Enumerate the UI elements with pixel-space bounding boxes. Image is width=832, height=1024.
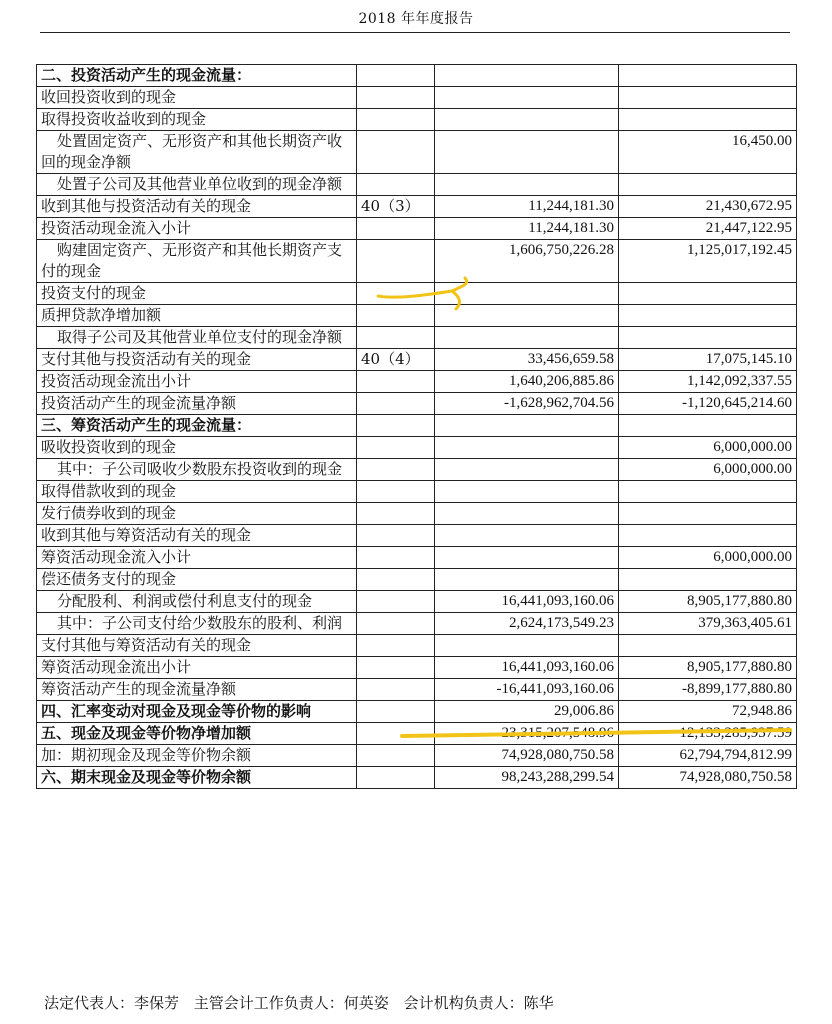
cash-flow-table-body: [37, 65, 797, 789]
table-row: [37, 349, 797, 371]
table-row: [37, 371, 797, 393]
table-row: [37, 525, 797, 547]
table-row: [37, 87, 797, 109]
row-current-period-amount: 11,244,181.30: [435, 218, 619, 240]
row-prior-period-amount: 12,133,285,937.59: [619, 723, 797, 745]
row-current-period-amount: 33,456,659.58: [435, 349, 619, 371]
row-current-period-amount: [435, 569, 619, 591]
table-row: [37, 109, 797, 131]
row-item-label: 加：期初现金及现金等价物余额: [37, 745, 357, 767]
row-item-label: 收到其他与筹资活动有关的现金: [37, 525, 357, 547]
row-prior-period-amount: 6,000,000.00: [619, 459, 797, 481]
row-current-period-amount: 11,244,181.30: [435, 196, 619, 218]
row-current-period-amount: 74,928,080,750.58: [435, 745, 619, 767]
table-row: [37, 415, 797, 437]
row-note: [357, 481, 435, 503]
row-note: [357, 131, 435, 174]
row-item-label: 筹资活动现金流入小计: [37, 547, 357, 569]
row-item-label: 其中：子公司吸收少数股东投资收到的现金: [37, 459, 357, 481]
row-note: [357, 459, 435, 481]
row-item-label: 取得投资收益收到的现金: [37, 109, 357, 131]
row-item-label: 筹资活动产生的现金流量净额: [37, 679, 357, 701]
row-current-period-amount: [435, 437, 619, 459]
row-current-period-amount: 2,624,173,549.23: [435, 613, 619, 635]
row-note: [357, 547, 435, 569]
table-row: [37, 679, 797, 701]
row-item-label: 取得子公司及其他营业单位支付的现金净额: [37, 327, 357, 349]
row-note: [357, 745, 435, 767]
table-row: [37, 327, 797, 349]
table-row: [37, 481, 797, 503]
row-prior-period-amount: -8,899,177,880.80: [619, 679, 797, 701]
report-header: 2018 年年度报告: [358, 11, 474, 27]
row-current-period-amount: [435, 327, 619, 349]
row-current-period-amount: 98,243,288,299.54: [435, 767, 619, 789]
table-row: [37, 723, 797, 745]
table-row: [37, 767, 797, 789]
table-row: [37, 569, 797, 591]
table-row: [37, 591, 797, 613]
cash-flow-table: [36, 64, 797, 789]
row-note: [357, 218, 435, 240]
row-prior-period-amount: 1,125,017,192.45: [619, 240, 797, 283]
row-item-label: 四、汇率变动对现金及现金等价物的影响: [37, 701, 357, 723]
row-prior-period-amount: 62,794,794,812.99: [619, 745, 797, 767]
row-current-period-amount: [435, 525, 619, 547]
row-note: [357, 503, 435, 525]
table-row: [37, 240, 797, 283]
row-note: [357, 437, 435, 459]
table-row: [37, 503, 797, 525]
row-item-label: 投资活动产生的现金流量净额: [37, 393, 357, 415]
row-current-period-amount: [435, 65, 619, 87]
row-current-period-amount: [435, 87, 619, 109]
table-row: [37, 393, 797, 415]
row-current-period-amount: [435, 283, 619, 305]
row-item-label: 分配股利、利润或偿付利息支付的现金: [37, 591, 357, 613]
table-row: [37, 437, 797, 459]
row-note: [357, 525, 435, 547]
row-prior-period-amount: [619, 109, 797, 131]
signature-footer: [44, 992, 564, 1013]
header-rule: [40, 32, 790, 33]
row-item-label: 处置固定资产、无形资产和其他长期资产收回的现金净额: [37, 131, 357, 174]
row-prior-period-amount: 21,447,122.95: [619, 218, 797, 240]
row-item-label: 支付其他与筹资活动有关的现金: [37, 635, 357, 657]
row-prior-period-amount: [619, 327, 797, 349]
row-current-period-amount: [435, 131, 619, 174]
row-note: [357, 569, 435, 591]
legal-representative: 法定代表人：李保芳: [44, 994, 180, 1012]
row-current-period-amount: [435, 109, 619, 131]
row-prior-period-amount: 6,000,000.00: [619, 547, 797, 569]
row-current-period-amount: [435, 415, 619, 437]
accounting-org-head: 会计机构负责人：陈华: [403, 994, 554, 1012]
table-row: [37, 305, 797, 327]
row-prior-period-amount: [619, 305, 797, 327]
row-note: [357, 767, 435, 789]
row-current-period-amount: [435, 174, 619, 196]
row-note: [357, 65, 435, 87]
row-current-period-amount: [435, 459, 619, 481]
table-row: [37, 459, 797, 481]
row-item-label: 六、期末现金及现金等价物余额: [37, 767, 357, 789]
row-item-label: 五、现金及现金等价物净增加额: [37, 723, 357, 745]
row-prior-period-amount: [619, 174, 797, 196]
row-prior-period-amount: [619, 283, 797, 305]
table-row: [37, 131, 797, 174]
row-prior-period-amount: [619, 525, 797, 547]
row-note: [357, 657, 435, 679]
row-current-period-amount: 1,606,750,226.28: [435, 240, 619, 283]
row-current-period-amount: 1,640,206,885.86: [435, 371, 619, 393]
row-note: [357, 327, 435, 349]
row-item-label: 购建固定资产、无形资产和其他长期资产支付的现金: [37, 240, 357, 283]
row-note: [357, 415, 435, 437]
row-current-period-amount: [435, 481, 619, 503]
row-note: [357, 613, 435, 635]
row-item-label: 投资支付的现金: [37, 283, 357, 305]
table-row: [37, 701, 797, 723]
row-prior-period-amount: 1,142,092,337.55: [619, 371, 797, 393]
table-row: [37, 547, 797, 569]
row-prior-period-amount: 16,450.00: [619, 131, 797, 174]
row-note: [357, 87, 435, 109]
row-prior-period-amount: 21,430,672.95: [619, 196, 797, 218]
table-row: [37, 283, 797, 305]
row-note: [357, 371, 435, 393]
row-prior-period-amount: 17,075,145.10: [619, 349, 797, 371]
row-item-label: 取得借款收到的现金: [37, 481, 357, 503]
row-current-period-amount: -1,628,962,704.56: [435, 393, 619, 415]
table-row: [37, 657, 797, 679]
row-note: [357, 174, 435, 196]
row-note: [357, 591, 435, 613]
row-item-label: 发行债券收到的现金: [37, 503, 357, 525]
table-row: [37, 613, 797, 635]
table-row: [37, 196, 797, 218]
row-current-period-amount: [435, 305, 619, 327]
row-prior-period-amount: [619, 481, 797, 503]
row-prior-period-amount: 8,905,177,880.80: [619, 591, 797, 613]
row-item-label: 收回投资收到的现金: [37, 87, 357, 109]
row-current-period-amount: [435, 503, 619, 525]
row-prior-period-amount: 379,363,405.61: [619, 613, 797, 635]
row-note: [357, 723, 435, 745]
row-prior-period-amount: 8,905,177,880.80: [619, 657, 797, 679]
row-prior-period-amount: [619, 635, 797, 657]
row-note: [357, 240, 435, 283]
row-prior-period-amount: -1,120,645,214.60: [619, 393, 797, 415]
row-item-label: 三、筹资活动产生的现金流量：: [37, 415, 357, 437]
table-row: [37, 174, 797, 196]
row-prior-period-amount: [619, 415, 797, 437]
table-row: [37, 218, 797, 240]
row-current-period-amount: 23,315,207,548.96: [435, 723, 619, 745]
row-item-label: 偿还债务支付的现金: [37, 569, 357, 591]
row-current-period-amount: 16,441,093,160.06: [435, 591, 619, 613]
row-prior-period-amount: [619, 503, 797, 525]
row-note: [357, 393, 435, 415]
row-current-period-amount: [435, 547, 619, 569]
row-item-label: 二、投资活动产生的现金流量：: [37, 65, 357, 87]
row-note: [357, 635, 435, 657]
row-current-period-amount: 16,441,093,160.06: [435, 657, 619, 679]
row-item-label: 投资活动现金流出小计: [37, 371, 357, 393]
row-note: [357, 109, 435, 131]
accounting-head: 主管会计工作负责人：何英姿: [193, 994, 389, 1012]
table-row: [37, 65, 797, 87]
row-item-label: 支付其他与投资活动有关的现金: [37, 349, 357, 371]
table-row: [37, 635, 797, 657]
row-prior-period-amount: 6,000,000.00: [619, 437, 797, 459]
row-prior-period-amount: 74,928,080,750.58: [619, 767, 797, 789]
table-row: [37, 745, 797, 767]
row-item-label: 筹资活动现金流出小计: [37, 657, 357, 679]
row-note: [357, 305, 435, 327]
row-prior-period-amount: [619, 65, 797, 87]
row-prior-period-amount: [619, 569, 797, 591]
row-prior-period-amount: 72,948.86: [619, 701, 797, 723]
row-current-period-amount: -16,441,093,160.06: [435, 679, 619, 701]
row-item-label: 收到其他与投资活动有关的现金: [37, 196, 357, 218]
row-item-label: 质押贷款净增加额: [37, 305, 357, 327]
row-note: [357, 283, 435, 305]
row-note: [357, 701, 435, 723]
row-item-label: 处置子公司及其他营业单位收到的现金净额: [37, 174, 357, 196]
row-current-period-amount: [435, 635, 619, 657]
row-prior-period-amount: [619, 87, 797, 109]
row-note: 40（4）: [357, 349, 435, 371]
row-note: 40（3）: [357, 196, 435, 218]
row-item-label: 其中：子公司支付给少数股东的股利、利润: [37, 613, 357, 635]
row-item-label: 投资活动现金流入小计: [37, 218, 357, 240]
row-note: [357, 679, 435, 701]
row-item-label: 吸收投资收到的现金: [37, 437, 357, 459]
row-current-period-amount: 29,006.86: [435, 701, 619, 723]
